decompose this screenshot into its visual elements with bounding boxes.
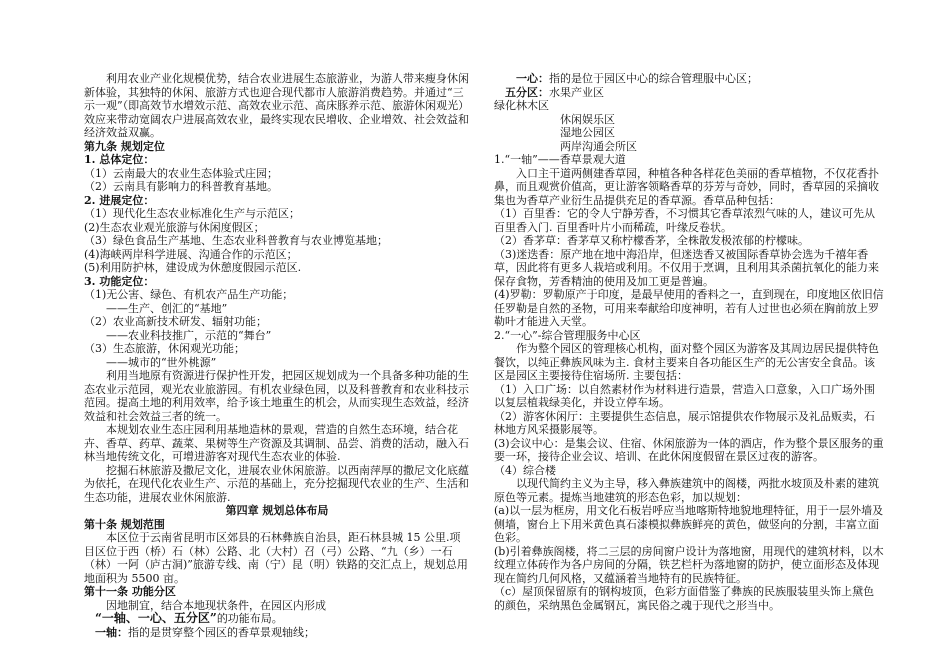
facility-item: (3)会议中心：是集会议、住宿、休闲旅游为一体的酒店，作为整个景区服务的重要一环，接待企业会议、培训、在此休闲度假留在景区过夜的游客。 — [494, 436, 884, 463]
left-column — [84, 72, 470, 639]
heart-text: 指的是位于园区中心的综合管理服中心区； — [549, 72, 758, 85]
function-subitem: ——生产、创汇的“基地” — [106, 301, 228, 315]
herb-item: （2）香茅草：香茅草又称柠檬香茅，全株散发极浓郁的柠檬味。 — [494, 234, 809, 247]
development-item: （1）现代化生态农业标准化生产与示范区； — [84, 207, 300, 220]
function-subitem: ——城市的“世外桃源” — [106, 355, 217, 369]
function-item: （1)无公害、绿色、有机农产品生产功能； — [84, 288, 294, 301]
function-item: （2）农业高新技术研发、辐射功能； — [84, 315, 267, 328]
section-2-text: 作为整个园区的管理核心机构，面对整个园区为游客及其周边居民提供特色餐饮，以纯正彝族风味为主. 食材主要来自各功能区生产的无公害安全食品。该区是园区主要接待住宿场所. 主要包括： — [494, 342, 879, 382]
body-paragraph: 利用当地原有资源进行保护性开发，把园区规划成为一个具备多种功能的生态农业示范园，观光农业旅游园。有机农业绿色园，以及科普教育和农业科技示范园。提高土地的利用效率，给予该土地重生的机会，从而实现生态效益，经济效益和社会效益三者的统一。 — [84, 369, 469, 423]
layout-quote: “一轴、一心、五分区” — [95, 611, 217, 625]
design-item: (b)引着彝族阁楼，将二三层的房间窗户设计为落地窗，用现代的建筑材料，以木纹理立体砖作为各户房间的分隔，铁艺栏杆为落地窗的防护，使立面形态及体现现在简约几何风格，又蕴涵着当地特有的民族特征。 — [494, 544, 884, 585]
function-positioning-title: 3. 功能定位： — [84, 274, 155, 288]
zone-leisure: 休闲娱乐区 — [560, 112, 615, 126]
design-item: (a)以一层为框房，用文化石板岩呼应当地喀斯特地貌地理特征，用于一层外墙及侧墙，窗台上下用米黄色真石漆模拟彝族鲜亮的黄色，做竖向的分割，丰富立面色彩。 — [494, 504, 884, 544]
herb-item: （3)迷迭香：原产地在地中海沿岸，但迷迭香又被国际香草协会选为千禧年香草，因此将有更多人栽培或利用。不仅用于烹调，且利用其杀菌抗氧化的能力来保存食物，芳香精油的使用及加工更是普遍。 — [494, 247, 879, 288]
facility-item: （2）游客休闲厅：主要提供生态信息，展示馆提供农作物展示及礼品贩卖，石林地方风采摄影展等。 — [494, 409, 875, 436]
zone-strait: 两岸沟通会所区 — [560, 139, 637, 153]
overall-item: （1）云南最大的农业生态体验式庄园； — [84, 166, 278, 180]
zone-wetland: 湿地公园区 — [560, 126, 615, 139]
intro-paragraph: 利用农业产业化规模优势，结合农业进展生态旅游业，为游人带来瘦身休闲新体验，其独特的休闲、旅游方式也迎合现代都市人旅游消费趋势。并通过“三示一观”（即高效节水增效示范、高效农业示范、高床豚养示范、旅游休闲观光）效应来带动宽阔农户进展高效农业，最终实现农民增收、企业增效、社会效益和经济效益双赢。 — [84, 72, 470, 139]
development-item: (5)利用防护林，建设成为休憩度假园示范区. — [84, 261, 302, 274]
article-11-text: 因地制宜，结合本地现状条件，在园区内形成 — [106, 598, 326, 612]
development-positioning-title: 2. 进展定位： — [84, 193, 155, 207]
overall-positioning-title: 1. 总体定位： — [84, 153, 155, 166]
axis-text: 指的是贯穿整个园区的香草景观轴线； — [128, 625, 315, 639]
function-subitem: ——农业科技推广，示范的“舞台” — [106, 328, 272, 342]
herb-item: (4)罗勒：罗勒原产于印度，是最早使用的香料之一，直到现在，印度地区依旧信任罗勒是自然的圣物，可用来奉献给印度神明，若有人过世也必须在胸前放上罗勒叶才能进入天堂。 — [494, 288, 884, 328]
axis-label: 一轴： — [95, 625, 128, 639]
article-10-text: 本区位于云南省昆明市区郊县的石林彝族自治县，距石林县城 15 公里.项目区位于西（桥）石（林）公路、北（大村）召（弓）公路、“九（乡）一石（林）一阿（庐古洞)”旅游专线、南（宁）昆（明）铁路的交汇点上，规划总用地面积为 5500 亩。 — [84, 531, 468, 585]
layout-line — [84, 612, 470, 626]
heart-label: 一心： — [516, 72, 549, 85]
heart-line — [494, 72, 884, 86]
chapter-title: 第四章 规划总体布局 — [225, 504, 329, 517]
section-1-title: 1.“一轴”——香草景观大道 — [494, 153, 626, 166]
five-zones-line — [494, 86, 884, 100]
five-zones-first: 水果产业区 — [549, 85, 604, 99]
right-column — [494, 72, 884, 612]
facility-item: （1）入口广场：以自然素材作为材料进行造景，营造入口意象，入口广场外围 以复层植栽绿美化，并设立停车场。 — [494, 382, 875, 409]
design-item: （c）屋顶保留原有的钢构坡顶，色彩方面借鉴了彝族的民族服装里头饰上黛色的颜色，采纳黑色金属钢瓦，寓民俗之魂于现代之形当中。 — [494, 585, 875, 612]
article-10-title: 第十条 规划范围 — [84, 517, 165, 531]
development-item: (4)海峡两岸科学进展、沟通合作的示范区； — [84, 247, 298, 261]
overall-item: （2）云南具有影响力的科普教育基地。 — [84, 180, 278, 193]
body-paragraph: 本规划农业生态庄园利用基地造林的景观，营造的自然生态环境，结合花卉、香草、药草、蔬菜、果树等生产资源及其调制、品尝、消费的活动，融入石林当地传统文化，可增进游客对现代生态农业的体验. — [84, 423, 469, 463]
development-item: (2)生态农业观光旅游与休闲度假区； — [84, 220, 265, 234]
design-intro: 以现代简约主义为主导，移入彝族建筑中的阁楼，两批水坡顶及朴素的建筑原色等元素。提炼当地建筑的形态色彩，加以规划： — [494, 477, 879, 504]
section-2-title: 2.“一心”-综合管理服务中心区 — [494, 328, 641, 342]
article-9-title: 第九条 规划定位 — [84, 139, 165, 153]
article-11-title: 第十一条 功能分区 — [84, 585, 176, 598]
body-paragraph: 挖掘石林旅游及撒尼文化，进展农业休闲旅游。以西南萍厚的撒尼文化底蕴为依托，在现代化农业生产、示范的基础上，充分挖掘现代农业的生产、生活和生态功能，进展农业休闲旅游. — [84, 463, 469, 504]
development-item: （3）绿色食品生产基地、生态农业科普教育与农业博览基地； — [84, 234, 388, 247]
function-item: （3）生态旅游，休闲观光功能； — [84, 342, 245, 355]
facility-item: （4）综合楼 — [494, 463, 556, 477]
layout-tail: 的功能布局。 — [216, 612, 283, 625]
section-1-text: 入口主干道两侧建香草园，种植各种各样花色美丽的香草植物，不仅花香扑鼻，而且观赏价值高，更让游客领略香草的芬芳与奇妙，同时，香草园的采摘收集也为香草产业衍生品提供充足的香草源。香草品种包括： — [494, 166, 879, 207]
herb-item: （1）百里香：它的令人宁静芳香，不习惯其它香草浓烈气味的人，建议可先从百里香入门. 百里香叶片小而稀疏，叶缘反卷状。 — [494, 207, 875, 234]
axis-line — [84, 626, 470, 640]
zone-forest: 绿化林木区 — [494, 99, 549, 112]
five-zones-label: 五分区： — [505, 85, 549, 99]
